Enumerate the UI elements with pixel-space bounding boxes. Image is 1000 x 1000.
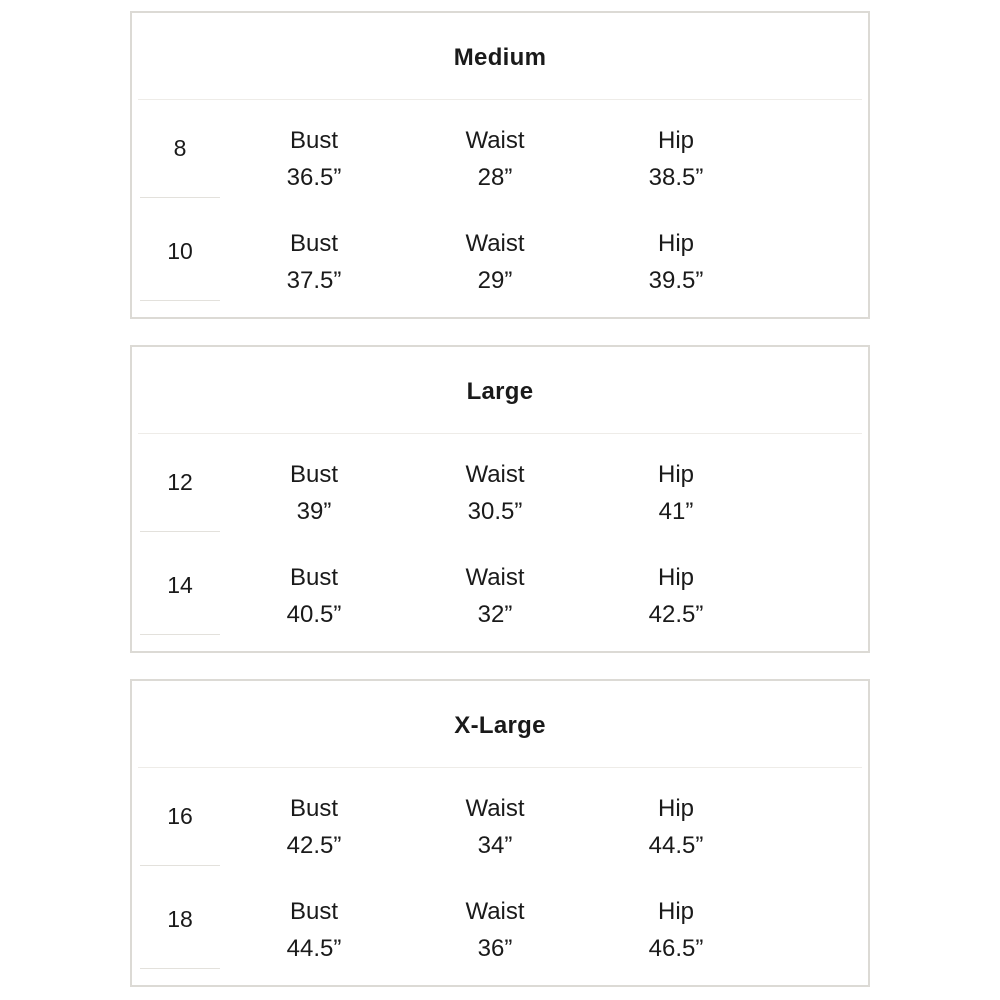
bust-value: 37.5” xyxy=(286,267,342,294)
size-group-header xyxy=(138,13,862,100)
waist-value: 36” xyxy=(477,935,513,962)
size-group-header xyxy=(138,347,862,434)
waist-measurement xyxy=(425,456,565,530)
waist-value: 32” xyxy=(477,601,513,628)
bust-label: Bust xyxy=(289,898,339,925)
hip-value: 44.5” xyxy=(648,832,704,859)
hip-measurement xyxy=(606,790,746,864)
size-row xyxy=(132,871,868,974)
waist-measurement xyxy=(425,893,565,967)
bust-measurement xyxy=(244,893,384,967)
size-group-title: Medium xyxy=(453,44,547,71)
size-number: 12 xyxy=(140,434,220,532)
hip-label: Hip xyxy=(657,898,694,925)
waist-label: Waist xyxy=(465,230,525,257)
bust-value: 40.5” xyxy=(286,601,342,628)
waist-value: 34” xyxy=(477,832,513,859)
size-number: 10 xyxy=(140,203,220,301)
waist-measurement xyxy=(425,225,565,299)
hip-measurement xyxy=(606,122,746,196)
size-group-title: Large xyxy=(466,378,534,405)
bust-label: Bust xyxy=(289,564,339,591)
waist-value: 28” xyxy=(477,164,513,191)
bust-measurement xyxy=(244,559,384,633)
size-group-medium xyxy=(130,11,870,319)
hip-measurement xyxy=(606,225,746,299)
waist-label: Waist xyxy=(465,898,525,925)
waist-measurement xyxy=(425,559,565,633)
waist-label: Waist xyxy=(465,127,525,154)
waist-value: 29” xyxy=(477,267,513,294)
size-group-x-large xyxy=(130,679,870,987)
hip-value: 39.5” xyxy=(648,267,704,294)
size-row xyxy=(132,434,868,537)
bust-measurement xyxy=(244,122,384,196)
hip-value: 42.5” xyxy=(648,601,704,628)
size-row xyxy=(132,100,868,203)
bust-value: 36.5” xyxy=(286,164,342,191)
waist-value: 30.5” xyxy=(467,498,523,525)
hip-label: Hip xyxy=(657,230,694,257)
size-group-header xyxy=(138,681,862,768)
size-number: 18 xyxy=(140,871,220,969)
bust-measurement xyxy=(244,790,384,864)
bust-label: Bust xyxy=(289,795,339,822)
bust-label: Bust xyxy=(289,127,339,154)
hip-label: Hip xyxy=(657,461,694,488)
bust-measurement xyxy=(244,456,384,530)
waist-label: Waist xyxy=(465,461,525,488)
waist-label: Waist xyxy=(465,795,525,822)
bust-label: Bust xyxy=(289,230,339,257)
size-number: 8 xyxy=(140,100,220,198)
bust-value: 44.5” xyxy=(286,935,342,962)
hip-measurement xyxy=(606,456,746,530)
size-row xyxy=(132,537,868,640)
hip-measurement xyxy=(606,559,746,633)
bust-value: 42.5” xyxy=(286,832,342,859)
bust-measurement xyxy=(244,225,384,299)
waist-label: Waist xyxy=(465,564,525,591)
waist-measurement xyxy=(425,122,565,196)
size-row xyxy=(132,768,868,871)
bust-label: Bust xyxy=(289,461,339,488)
waist-measurement xyxy=(425,790,565,864)
size-row xyxy=(132,203,868,306)
size-number: 14 xyxy=(140,537,220,635)
hip-value: 41” xyxy=(658,498,694,525)
hip-value: 38.5” xyxy=(648,164,704,191)
size-group-title: X-Large xyxy=(454,712,546,739)
hip-value: 46.5” xyxy=(648,935,704,962)
hip-label: Hip xyxy=(657,564,694,591)
hip-measurement xyxy=(606,893,746,967)
size-group-large xyxy=(130,345,870,653)
hip-label: Hip xyxy=(657,127,694,154)
hip-label: Hip xyxy=(657,795,694,822)
bust-value: 39” xyxy=(296,498,332,525)
size-number: 16 xyxy=(140,768,220,866)
